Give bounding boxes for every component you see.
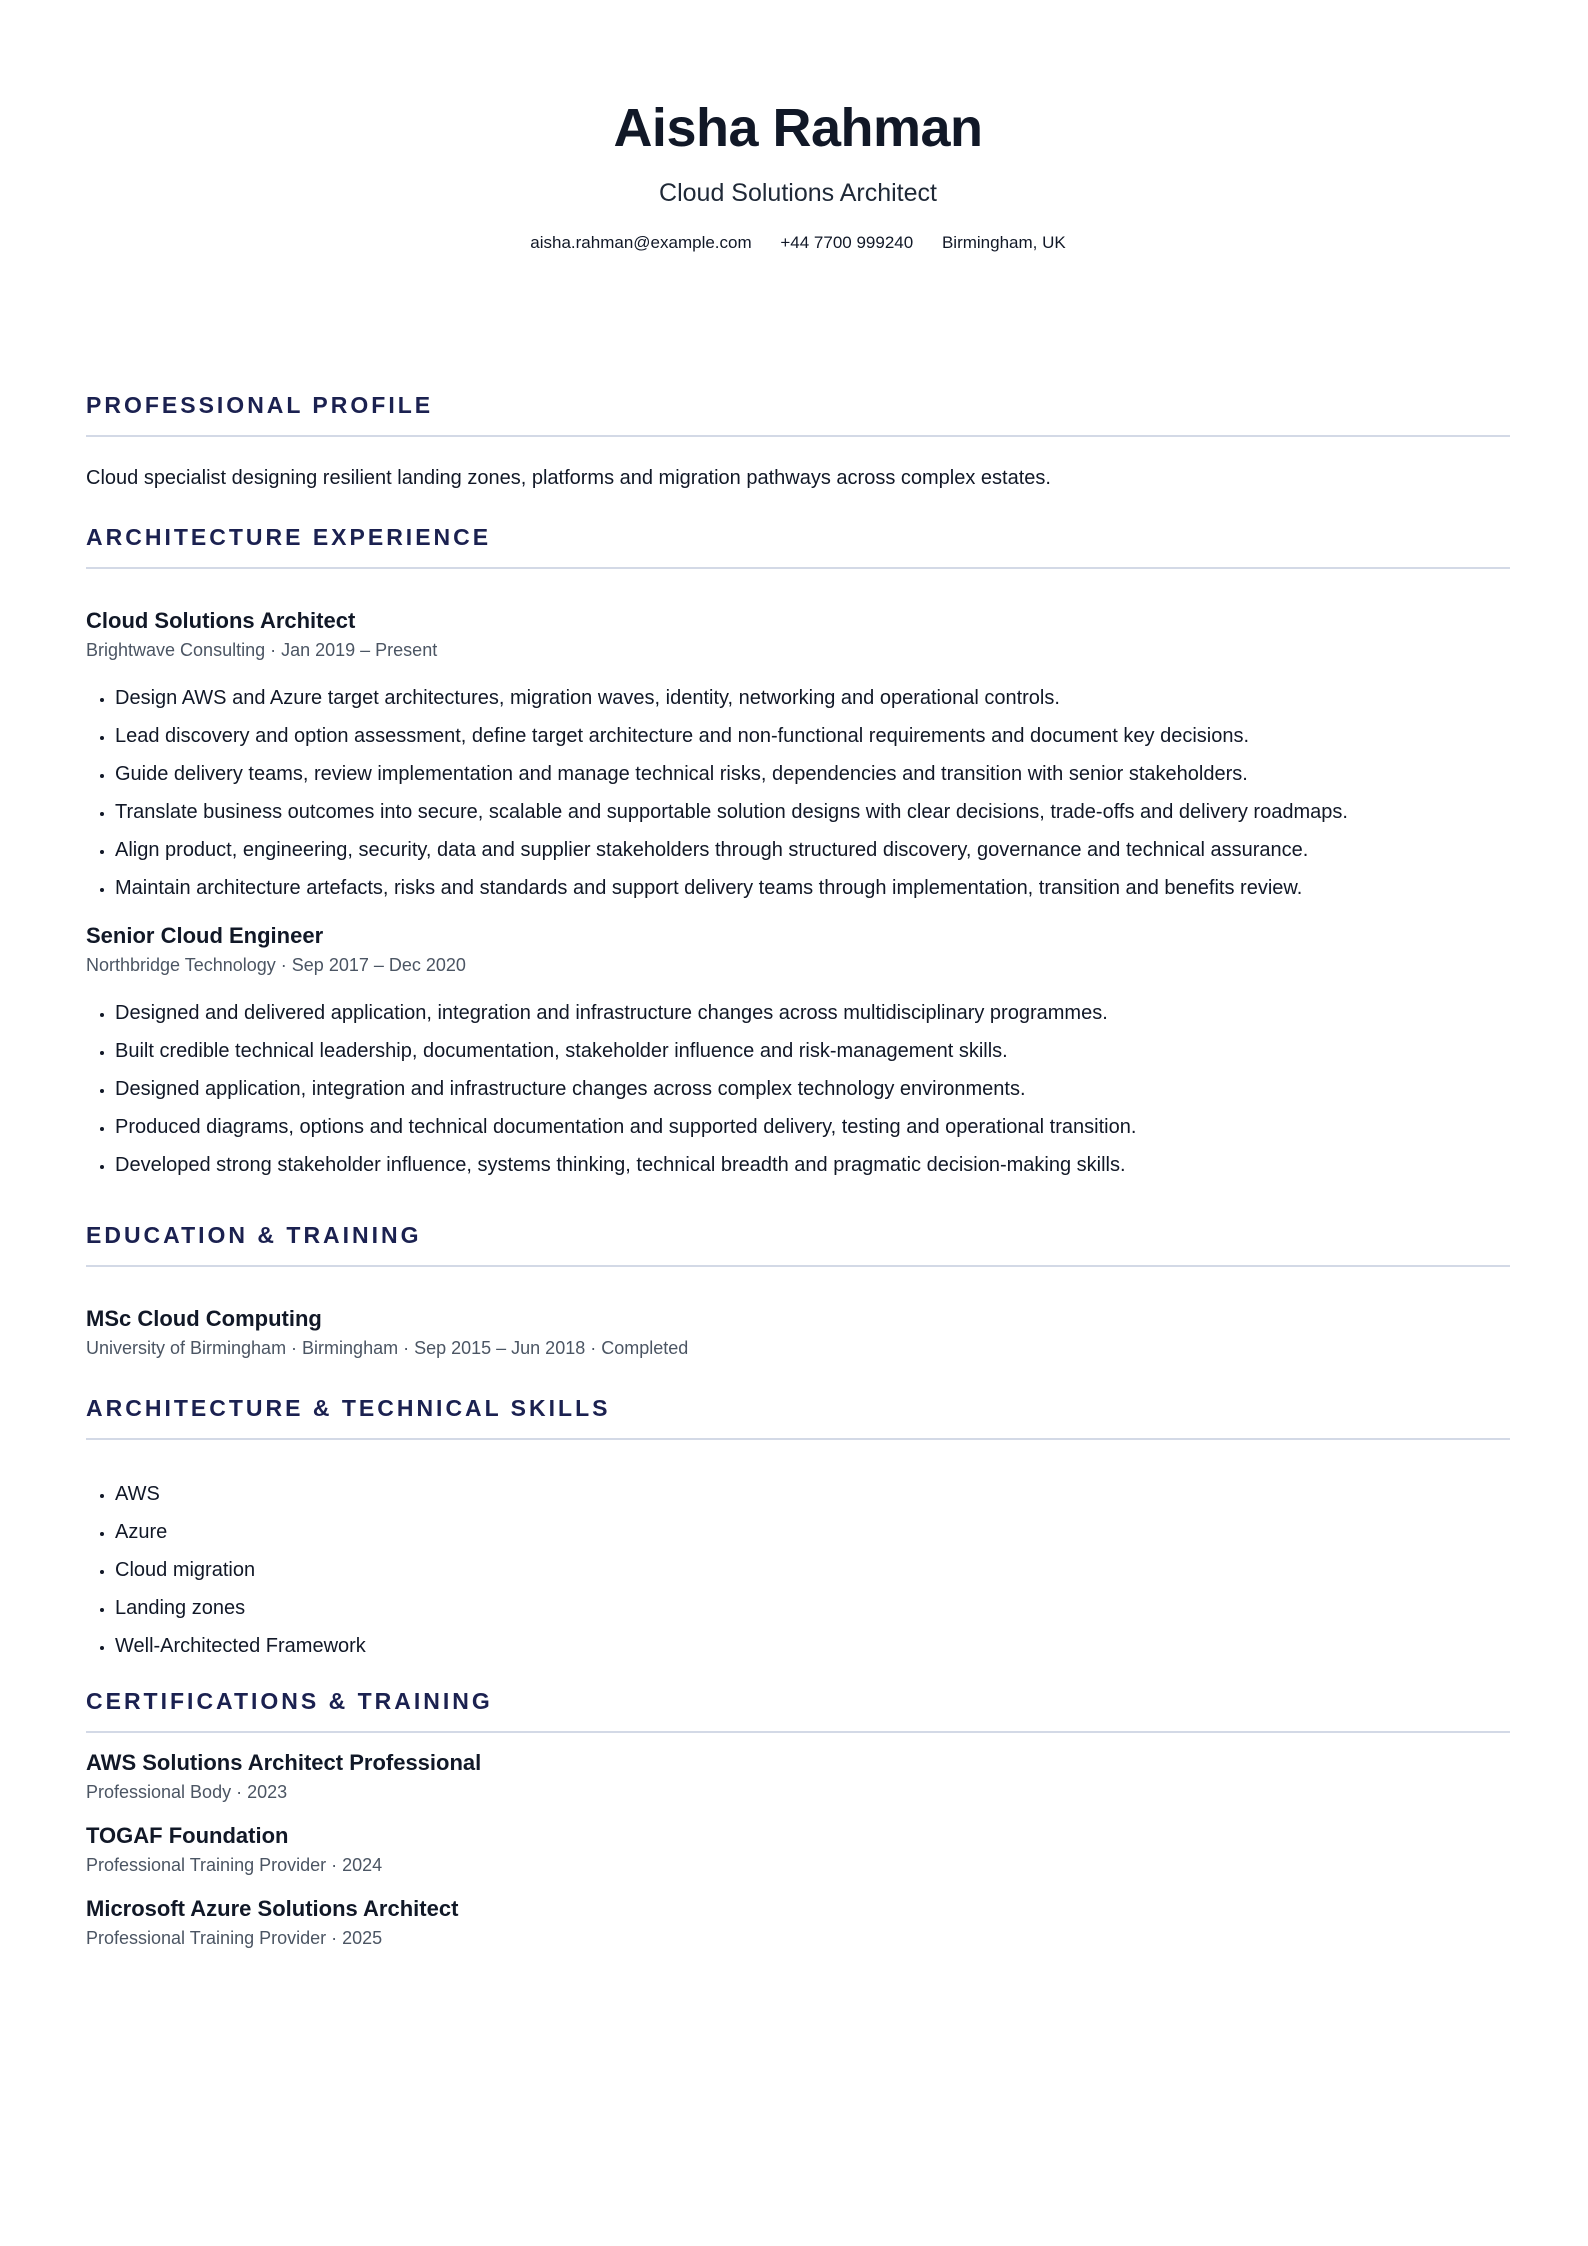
list-item: • Designed application, integration and infrastructure changes across complex technology environments.	[115, 1070, 1510, 1108]
section-title-experience: ARCHITECTURE EXPERIENCE	[86, 524, 492, 550]
skill-item: • Azure	[115, 1513, 1510, 1551]
list-item: • Lead discovery and option assessment, define target architecture and non-functional requirements and document key decisions.	[115, 717, 1510, 755]
certifications-section	[86, 1687, 1510, 1950]
education-entry	[86, 1305, 1510, 1360]
list-item: • Built credible technical leadership, documentation, stakeholder influence and risk-management skills.	[115, 1032, 1510, 1070]
contact-location: Birmingham, UK	[941, 233, 1066, 252]
skill-item: • Well-Architected Framework	[115, 1627, 1510, 1665]
list-item: • Design AWS and Azure target architectures, migration waves, identity, networking and operational controls.	[115, 679, 1510, 717]
degree-title: MSc Cloud Computing	[86, 1306, 322, 1331]
section-divider	[86, 435, 1510, 437]
list-item: • Align product, engineering, security, data and supplier stakeholders through structured discovery, governance and technical assurance.	[115, 831, 1510, 869]
role-bullets	[86, 994, 1510, 1184]
contact-line	[86, 232, 1510, 254]
section-divider	[86, 1265, 1510, 1267]
certification-name: AWS Solutions Architect Professional	[86, 1750, 482, 1775]
role-bullets	[86, 679, 1510, 907]
certification-meta: Professional Training Provider · 2024	[86, 1855, 383, 1875]
education-section	[86, 1221, 1510, 1360]
role-meta: Brightwave Consulting · Jan 2019 – Present	[86, 640, 438, 660]
role-meta: Northbridge Technology · Sep 2017 – Dec 2020	[86, 955, 466, 975]
skills-section	[86, 1394, 1510, 1665]
experience-section	[86, 523, 1510, 1184]
profile-summary: Cloud specialist designing resilient landing zones, platforms and migration pathways across complex estates.	[86, 467, 1051, 489]
section-title-education: EDUCATION & TRAINING	[86, 1222, 422, 1248]
certification-entry	[86, 1895, 1510, 1950]
section-title-profile: PROFESSIONAL PROFILE	[86, 392, 434, 418]
section-divider	[86, 1438, 1510, 1440]
degree-meta: University of Birmingham · Birmingham · Sep 2015 – Jun 2018 · Completed	[86, 1338, 689, 1358]
skill-item: • Cloud migration	[115, 1551, 1510, 1589]
certification-name: Microsoft Azure Solutions Architect	[86, 1896, 459, 1921]
certification-meta: Professional Body · 2023	[86, 1782, 288, 1802]
section-title-skills: ARCHITECTURE & TECHNICAL SKILLS	[86, 1395, 611, 1421]
skill-item: • Landing zones	[115, 1589, 1510, 1627]
section-divider	[86, 567, 1510, 569]
list-item: • Maintain architecture artefacts, risks and standards and support delivery teams through implementation, transition and benefits review.	[115, 869, 1510, 907]
section-title-certifications: CERTIFICATIONS & TRAINING	[86, 1688, 493, 1714]
resume-header	[86, 0, 1510, 254]
role-title: Senior Cloud Engineer	[86, 923, 324, 948]
skill-item: • AWS	[115, 1475, 1510, 1513]
experience-entry	[86, 922, 1510, 1184]
section-divider	[86, 1731, 1510, 1733]
list-item: • Developed strong stakeholder influence, systems thinking, technical breadth and pragmatic decision-making skills.	[115, 1146, 1510, 1184]
role-title: Cloud Solutions Architect	[86, 608, 356, 633]
certification-name: TOGAF Foundation	[86, 1823, 289, 1848]
list-item: • Translate business outcomes into secure, scalable and supportable solution designs with clear decisions, trade-offs and delivery roadmaps.	[115, 793, 1510, 831]
candidate-name: Aisha Rahman	[613, 98, 983, 158]
certification-meta: Professional Training Provider · 2025	[86, 1928, 383, 1948]
list-item: • Guide delivery teams, review implementation and manage technical risks, dependencies and transition with senior stakeholders.	[115, 755, 1510, 793]
certification-entry	[86, 1749, 1510, 1804]
contact-email[interactable]: aisha.rahman@example.com	[530, 233, 752, 252]
skills-list	[86, 1475, 1510, 1665]
profile-section	[86, 391, 1510, 491]
list-item: • Designed and delivered application, integration and infrastructure changes across multidisciplinary programmes.	[115, 994, 1510, 1032]
experience-entry	[86, 607, 1510, 907]
candidate-headline: Cloud Solutions Architect	[659, 179, 937, 207]
list-item: • Produced diagrams, options and technical documentation and supported delivery, testing and operational transition.	[115, 1108, 1510, 1146]
resume-page	[86, 0, 1510, 1948]
certification-entry	[86, 1822, 1510, 1877]
contact-phone[interactable]: +44 7700 999240	[780, 233, 914, 252]
